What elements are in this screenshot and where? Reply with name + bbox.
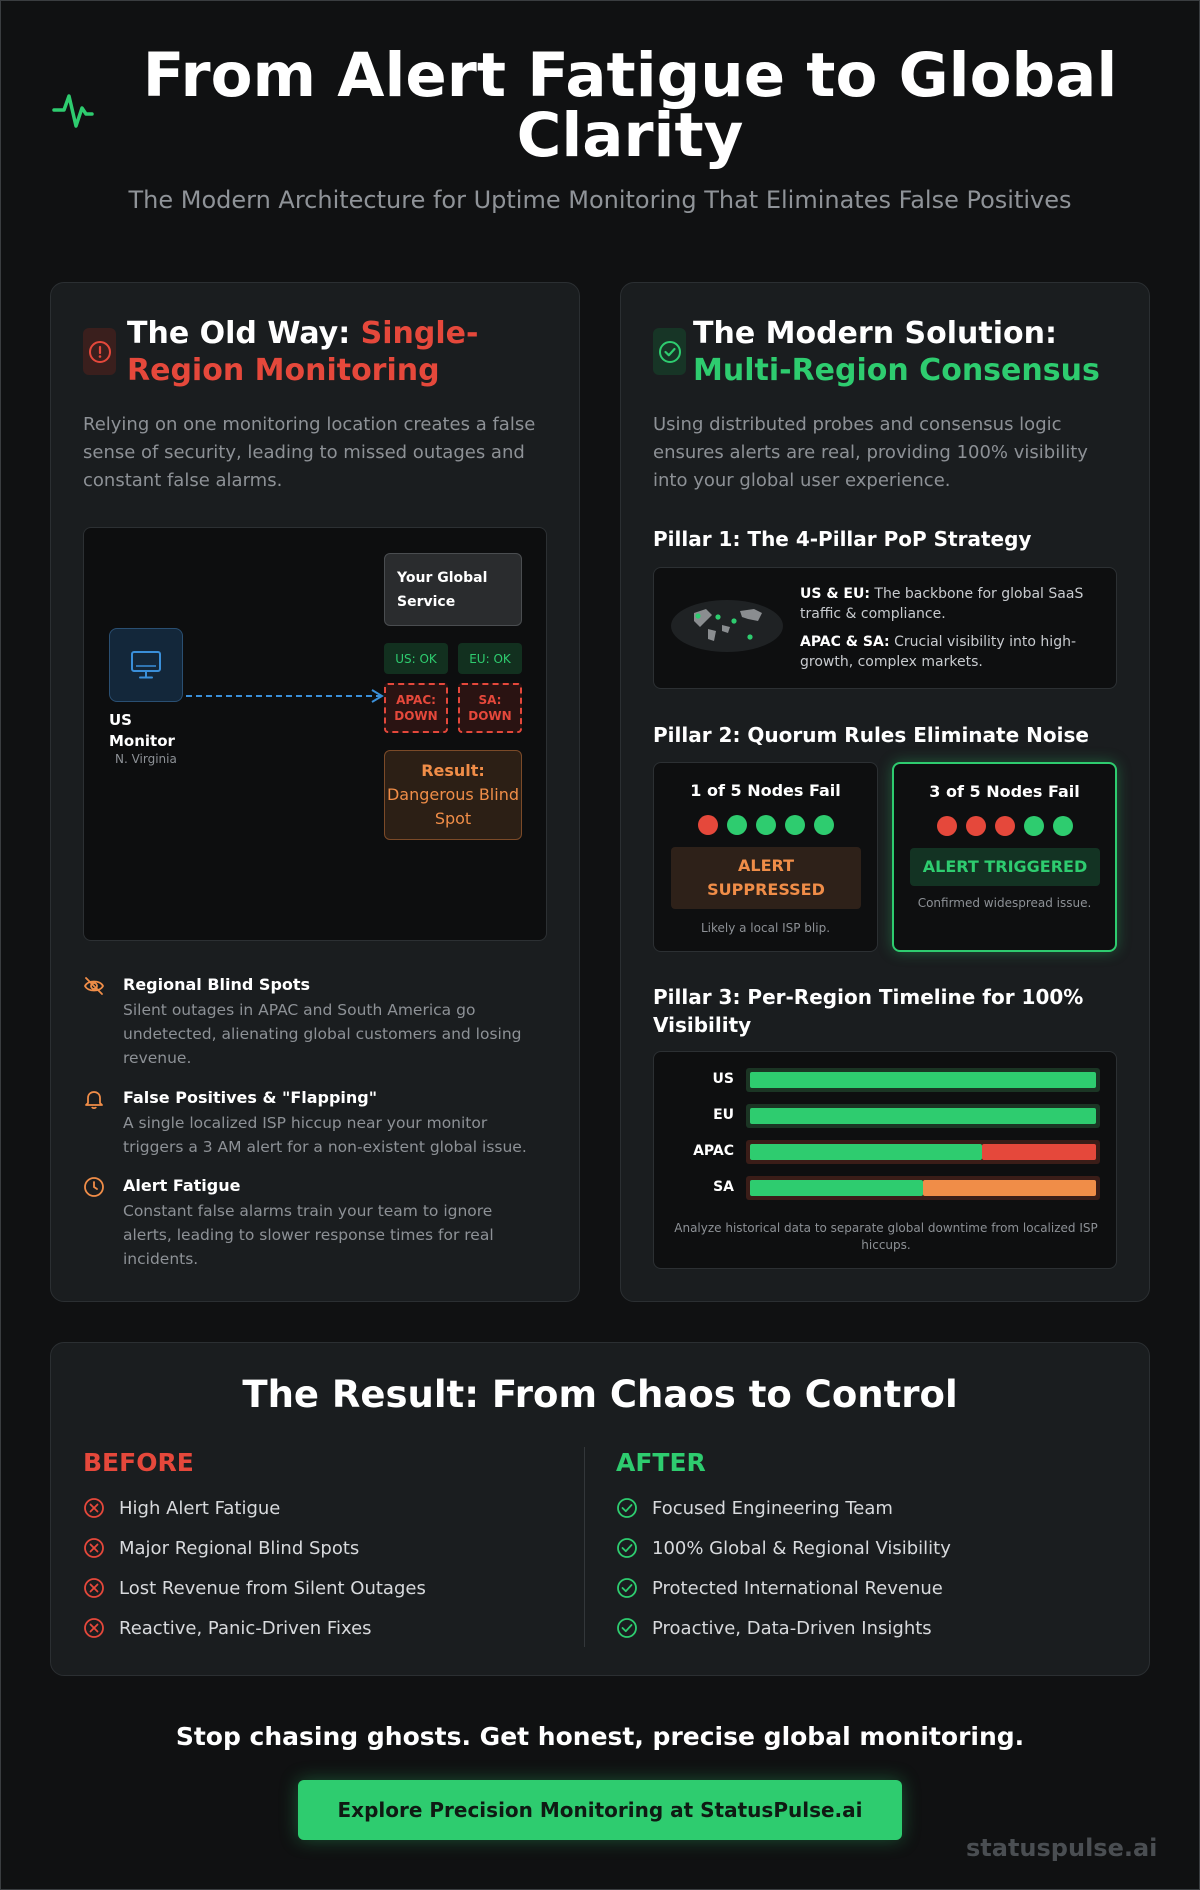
- pillar2-title: Pillar 2: Quorum Rules Eliminate Noise: [653, 723, 1089, 747]
- bell-icon: [83, 1088, 105, 1110]
- quorum-case-suppressed: [653, 762, 878, 952]
- pop-strategy-box: [653, 567, 1117, 689]
- alert-suppressed-badge: ALERT SUPPRESSED: [671, 847, 861, 909]
- timeline-label: APAC: [693, 1143, 734, 1159]
- before-item: [83, 1536, 359, 1560]
- watermark: statuspulse.ai: [966, 1834, 1158, 1862]
- node-fail-dot: [966, 816, 986, 836]
- issue-false-positives: [83, 1088, 553, 1168]
- after-item: [616, 1616, 932, 1640]
- clock-icon: [83, 1176, 105, 1198]
- status-us-ok: US: OK: [384, 643, 448, 674]
- downtime-segment: [923, 1180, 1096, 1196]
- x-circle-icon: [83, 1617, 105, 1639]
- before-item: [83, 1616, 372, 1640]
- before-item-text: High Alert Fatigue: [119, 1497, 281, 1519]
- global-service-box: Your Global Service: [384, 553, 522, 626]
- before-item-text: Major Regional Blind Spots: [119, 1537, 360, 1559]
- result-label: Result:: [421, 761, 485, 780]
- explore-cta-button[interactable]: Explore Precision Monitoring at StatusPulse.ai: [298, 1780, 902, 1840]
- issue-text: Silent outages in APAC and South America go undetected, alienating global customers and losing revenue.: [123, 1001, 522, 1067]
- pop-item-us-eu: [800, 584, 1100, 624]
- result-card: [50, 1342, 1150, 1676]
- monitor-label: US Monitor: [109, 711, 175, 750]
- timeline-track-apac: [746, 1140, 1100, 1164]
- after-item: [616, 1576, 943, 1600]
- modern-title-highlight: Multi-Region Consensus: [693, 353, 1100, 388]
- before-title: BEFORE: [83, 1448, 194, 1477]
- old-way-title-highlight: Single-Region Monitoring: [127, 316, 479, 388]
- issue-title: False Positives & "Flapping": [123, 1088, 378, 1107]
- pillar3-title: Pillar 3: Per-Region Timeline for 100% Visibility: [653, 985, 1084, 1037]
- page-subtitle: The Modern Architecture for Uptime Monitoring That Eliminates False Positives: [128, 186, 1072, 214]
- issue-regional-blind-spots: [83, 975, 553, 1075]
- eye-slash-icon: [83, 975, 105, 997]
- status-eu-ok: EU: OK: [458, 643, 522, 674]
- status-sa-down: SA: DOWN: [458, 683, 522, 733]
- node-fail-dot: [995, 816, 1015, 836]
- timeline-track-eu: [746, 1104, 1100, 1128]
- result-text: Dangerous Blind Spot: [386, 785, 519, 828]
- pop-item-text: The backbone for global SaaS traffic & compliance.: [800, 586, 1084, 622]
- modern-title: [693, 315, 1133, 389]
- issue-text: Constant false alarms train your team to ignore alerts, leading to slower response times for real incidents.: [123, 1202, 494, 1268]
- monitor-location: N. Virginia: [115, 752, 177, 766]
- modern-description: Using distributed probes and consensus logic ensures alerts are real, providing 100% visibility into your global user experience.: [653, 414, 1088, 491]
- pillar1-title: Pillar 1: The 4-Pillar PoP Strategy: [653, 527, 1032, 551]
- node-dots: [894, 816, 1115, 836]
- quorum-title: 3 of 5 Nodes Fail: [929, 782, 1080, 801]
- column-divider: [584, 1447, 585, 1647]
- after-title: AFTER: [616, 1448, 706, 1477]
- node-ok-dot: [814, 815, 834, 835]
- node-ok-dot: [727, 815, 747, 835]
- x-circle-icon: [83, 1577, 105, 1599]
- world-map-icon: [670, 599, 784, 653]
- node-fail-dot: [698, 815, 718, 835]
- after-item-text: Focused Engineering Team: [652, 1497, 893, 1519]
- x-circle-icon: [83, 1537, 105, 1559]
- page-title: From Alert Fatigue to Global Clarity: [142, 40, 1118, 171]
- region-timeline: [653, 1051, 1117, 1269]
- before-item-text: Lost Revenue from Silent Outages: [119, 1577, 426, 1599]
- issue-text: A single localized ISP hiccup near your monitor triggers a 3 AM alert for a non-existent global issue.: [123, 1114, 527, 1156]
- node-ok-dot: [756, 815, 776, 835]
- timeline-track-sa: [746, 1176, 1100, 1200]
- timeline-label: US: [712, 1071, 734, 1087]
- modern-title-prefix: The Modern Solution:: [693, 316, 1057, 351]
- old-way-title: [127, 315, 557, 389]
- node-ok-dot: [1024, 816, 1044, 836]
- alert-icon: [83, 328, 116, 375]
- pop-item-apac-sa: [800, 632, 1100, 672]
- timeline-label: SA: [713, 1179, 734, 1195]
- node-dots: [654, 815, 877, 835]
- pop-item-text: Crucial visibility into high-growth, complex markets.: [800, 634, 1076, 670]
- single-region-diagram: [83, 527, 547, 941]
- quorum-case-triggered: [892, 762, 1117, 952]
- check-circle-icon: [653, 328, 686, 375]
- pulse-icon: [52, 88, 94, 132]
- issue-title: Regional Blind Spots: [123, 975, 311, 994]
- check-circle-icon: [616, 1577, 638, 1599]
- uptime-segment: [750, 1180, 923, 1196]
- after-item: [616, 1536, 951, 1560]
- monitor-icon: [109, 628, 183, 702]
- pop-item-label: US & EU:: [800, 586, 870, 602]
- uptime-segment: [750, 1072, 1096, 1088]
- alert-triggered-badge: ALERT TRIGGERED: [910, 848, 1100, 886]
- timeline-track-us: [746, 1068, 1100, 1092]
- node-ok-dot: [1053, 816, 1073, 836]
- uptime-segment: [750, 1108, 1096, 1124]
- check-circle-icon: [616, 1497, 638, 1519]
- issue-alert-fatigue: [83, 1176, 553, 1276]
- check-circle-icon: [616, 1617, 638, 1639]
- after-item: [616, 1496, 893, 1520]
- before-item-text: Reactive, Panic-Driven Fixes: [119, 1617, 372, 1639]
- after-item-text: 100% Global & Regional Visibility: [652, 1537, 951, 1559]
- before-item: [83, 1576, 426, 1600]
- after-item-text: Proactive, Data-Driven Insights: [652, 1617, 932, 1639]
- downtime-segment: [982, 1144, 1096, 1160]
- status-apac-down: APAC: DOWN: [384, 683, 448, 733]
- quorum-note: Confirmed widespread issue.: [917, 896, 1092, 910]
- result-title: The Result: From Chaos to Control: [242, 1373, 958, 1416]
- uptime-segment: [750, 1144, 982, 1160]
- old-way-title-prefix: The Old Way:: [127, 316, 361, 351]
- pop-item-label: APAC & SA:: [800, 634, 890, 650]
- timeline-label: EU: [713, 1107, 734, 1123]
- quorum-note: Likely a local ISP blip.: [700, 921, 831, 935]
- modern-solution-card: [620, 282, 1150, 1302]
- old-way-card: [50, 282, 580, 1302]
- quorum-title: 1 of 5 Nodes Fail: [690, 781, 841, 800]
- issue-title: Alert Fatigue: [123, 1176, 241, 1195]
- node-ok-dot: [785, 815, 805, 835]
- check-circle-icon: [616, 1537, 638, 1559]
- old-way-description: Relying on one monitoring location creates a false sense of security, leading to missed outages and constant false alarms.: [83, 414, 536, 491]
- cta-text: Stop chasing ghosts. Get honest, precise global monitoring.: [175, 1722, 1025, 1751]
- after-item-text: Protected International Revenue: [652, 1577, 943, 1599]
- before-item: [83, 1496, 280, 1520]
- result-blind-spot: [384, 750, 522, 840]
- probe-arrow: [184, 688, 388, 704]
- node-fail-dot: [937, 816, 957, 836]
- timeline-note: Analyze historical data to separate global downtime from localized ISP hiccups.: [674, 1221, 1098, 1252]
- x-circle-icon: [83, 1497, 105, 1519]
